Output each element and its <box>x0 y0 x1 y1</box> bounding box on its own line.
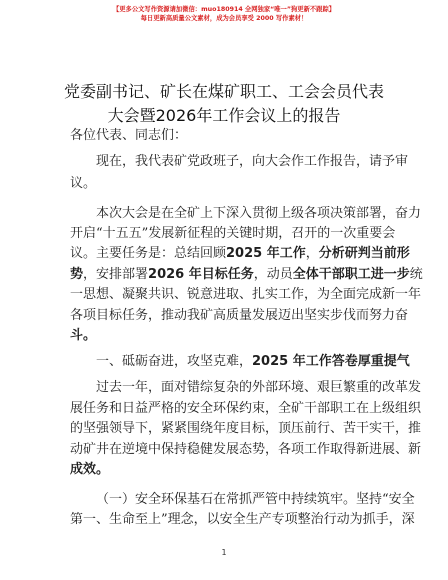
emphasis-text: 分析研判当前形 <box>318 246 410 261</box>
para-2-line-5: 一思想、凝聚共识、锐意进取、扎实工作，为全面完成新一年 <box>70 287 422 302</box>
promo-line-1: 【更多公文写作资源请加微信：muo180914 全网独家“唯一”狗更新不跟踪】 <box>112 6 336 13</box>
para-3-line-5 <box>70 462 109 478</box>
para-2-line-2: 开启“十五五”发展新征程的关键时期，召开的一次重要会 <box>70 226 396 241</box>
promo-banner <box>0 5 448 23</box>
para-3-line-3: 的坚强领导下，紧紧围绕年度目标，顶压前行、苦干实干，推 <box>70 421 422 436</box>
document-title <box>40 80 408 128</box>
para-3-line-1: 过去一年，面对错综复杂的外部环境、艰巨繁重的改革发 <box>96 380 422 395</box>
page-number: 1 <box>221 548 227 557</box>
para-2-line-3 <box>70 246 410 262</box>
title-line-2: 大会暨2026年工作会议上的报告 <box>107 106 341 125</box>
para-2-text: ，动员 <box>253 267 293 282</box>
title-line-1: 党委副书记、矿长在煤矿职工、工会会员代表 <box>63 82 384 101</box>
emphasis-text: 斗。 <box>70 328 97 343</box>
para-2-text: 议。主要任务是：总结回顾 <box>70 246 227 261</box>
emphasis-text: 全体干部职工进一步 <box>292 267 410 282</box>
para-2-text: 统 <box>409 267 423 282</box>
para-2-text: ， <box>305 246 319 261</box>
heading-emphasis: 2025 年工作答卷厚重提气 <box>252 354 410 369</box>
para-2-line-6: 各项目标任务，推动我矿高质量发展迈出坚实步伐而努力奋 <box>70 308 409 323</box>
emphasis-text: 2025 年工作 <box>226 246 306 261</box>
para-3-line-4: 动矿井在逆境中保持稳健发展态势，各项工作取得新进展、新 <box>70 442 422 457</box>
section-1-heading <box>70 354 410 370</box>
para-1-line-1: 现在，我代表矿党政班子，向大会作工作报告，请予审 <box>96 154 409 169</box>
para-2-line-4 <box>70 267 423 283</box>
emphasis-text: 2026 年目标任务 <box>148 267 254 282</box>
promo-line-2: 每日更新高质量公文素材，成为会员享受 2000 写作素材！ <box>140 15 308 22</box>
emphasis-text: 势 <box>70 267 84 282</box>
subsection-1-line-1: （一）安全环保基石在常抓严管中持续筑牢。坚持“安全 <box>96 492 415 507</box>
para-2-line-1: 本次大会是在全矿上下深入贯彻上级各项决策部署，奋力 <box>96 206 422 221</box>
heading-text: 一、砥砺奋进，攻坚克难， <box>96 354 253 369</box>
para-2-text: ，安排部署 <box>83 267 149 282</box>
salutation: 各位代表、同志们： <box>70 128 188 143</box>
para-2-line-7 <box>70 328 96 344</box>
para-3-line-2: 展任务和日益严格的安全环保约束，全矿干部职工在上级组织 <box>70 401 422 416</box>
para-1-line-2: 议。 <box>70 176 97 191</box>
subsection-1-line-2: 第一、生命至上”理念，以安全生产专项整治行动为抓手，深 <box>70 512 415 527</box>
emphasis-text: 成效。 <box>70 462 110 477</box>
